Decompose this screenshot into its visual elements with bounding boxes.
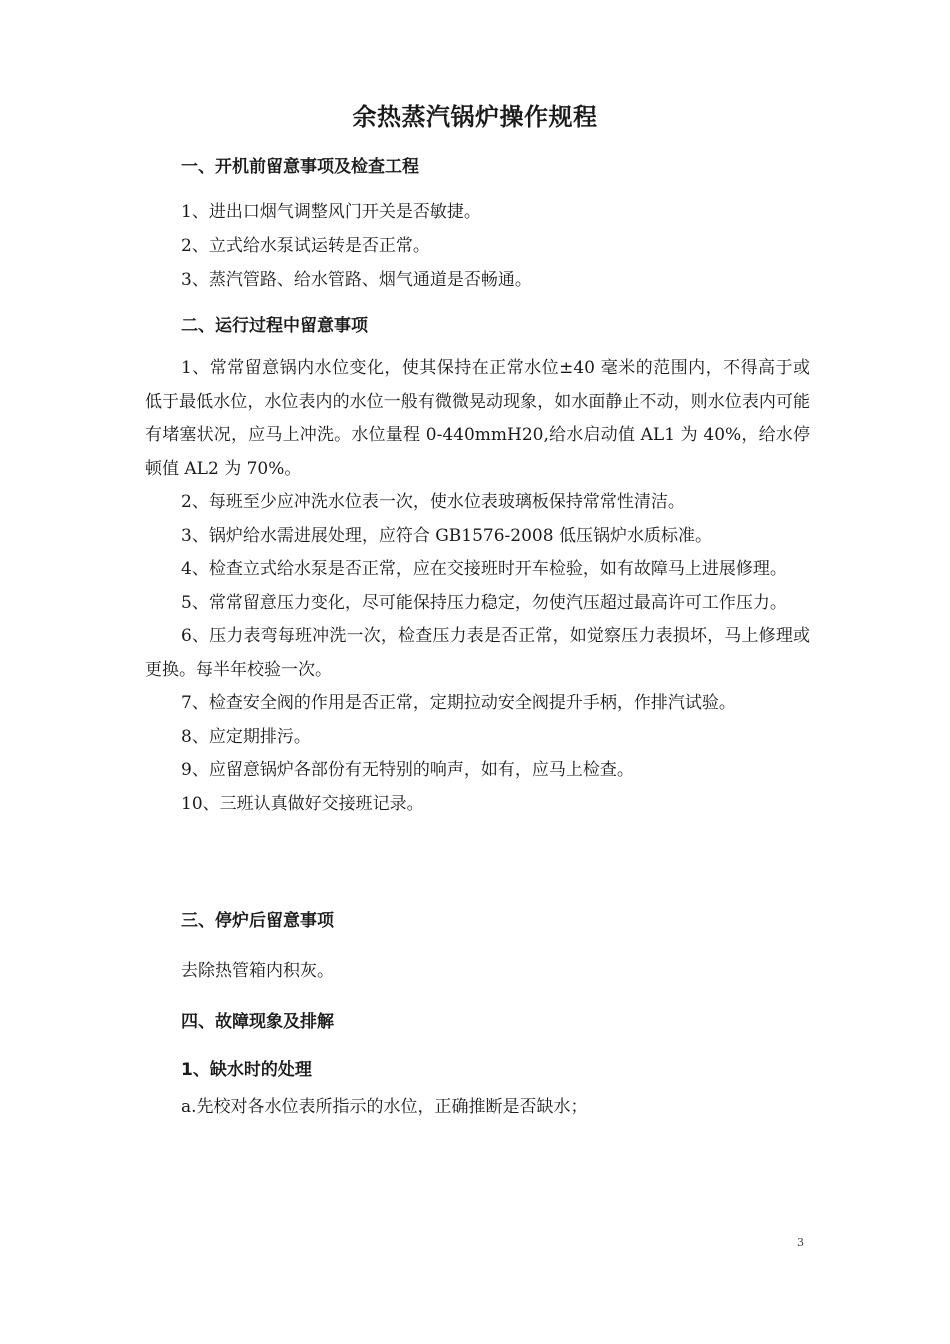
paragraph: 5、常常留意压力变化，尽可能保持压力稳定，勿使汽压超过最高许可工作压力。 [181,592,787,613]
list-item: 2、立式给水泵试运转是否正常。 [181,236,430,256]
paragraph: 10、三班认真做好交接班记录。 [181,793,424,814]
paragraph: 7、检查安全阀的作用是否正常，定期拉动安全阀提升手柄，作排汽试验。 [181,693,736,713]
document-title: 余热蒸汽锅炉操作规程 [352,103,598,131]
section-3-text: 去除热管箱内积灰。 [181,961,334,981]
page-number: 3 [797,1236,804,1249]
list-item: 1、进出口烟气调整风门开关是否敏捷。 [181,202,481,222]
paragraph: 2、每班至少应冲洗水位表一次，使水位表玻璃板保持常常性清洁。 [181,492,685,512]
list-item: 3、蒸汽管路、给水管路、烟气通道是否畅通。 [181,270,532,290]
paragraph: 1、常常留意锅内水位变化，使其保持在正常水位±40 毫米的范围内，不得高于或低于最低水位，水位表内的水位一般有微微晃动现象，如水面静止不动，则水位表内可能有堵塞状况，应马上冲洗。水位量程 0-440mmH20,给水启动值 AL1 为 40%，给水停顿值 AL2 为 70%。 [145,358,810,479]
paragraph: 6、压力表弯每班冲洗一次，检查压力表是否正常，如觉察压力表损坏，马上修理或更换。每半年校验一次。 [145,626,810,680]
paragraph: 9、应留意锅炉各部份有无特别的响声，如有，应马上检查。 [181,760,634,780]
section-4-text: a.先校对各水位表所指示的水位，正确推断是否缺水； [181,1097,588,1117]
paragraph: 4、检查立式给水泵是否正常，应在交接班时开车检验，如有故障马上进展修理。 [181,559,787,579]
paragraph: 3、锅炉给水需进展处理，应符合 GB1576-2008 低压锅炉水质标准。 [181,525,712,546]
subsection-heading: 1、缺水时的处理 [181,1060,312,1080]
paragraph: 8、应定期排污。 [181,726,311,747]
section-heading-2: 二、运行过程中留意事项 [181,316,368,336]
section-heading-1: 一、开机前留意事项及检查工程 [181,157,419,177]
section-heading-4: 四、故障现象及排解 [181,1012,334,1032]
section-2-body [145,352,810,821]
section-heading-3: 三、停炉后留意事项 [181,911,334,931]
